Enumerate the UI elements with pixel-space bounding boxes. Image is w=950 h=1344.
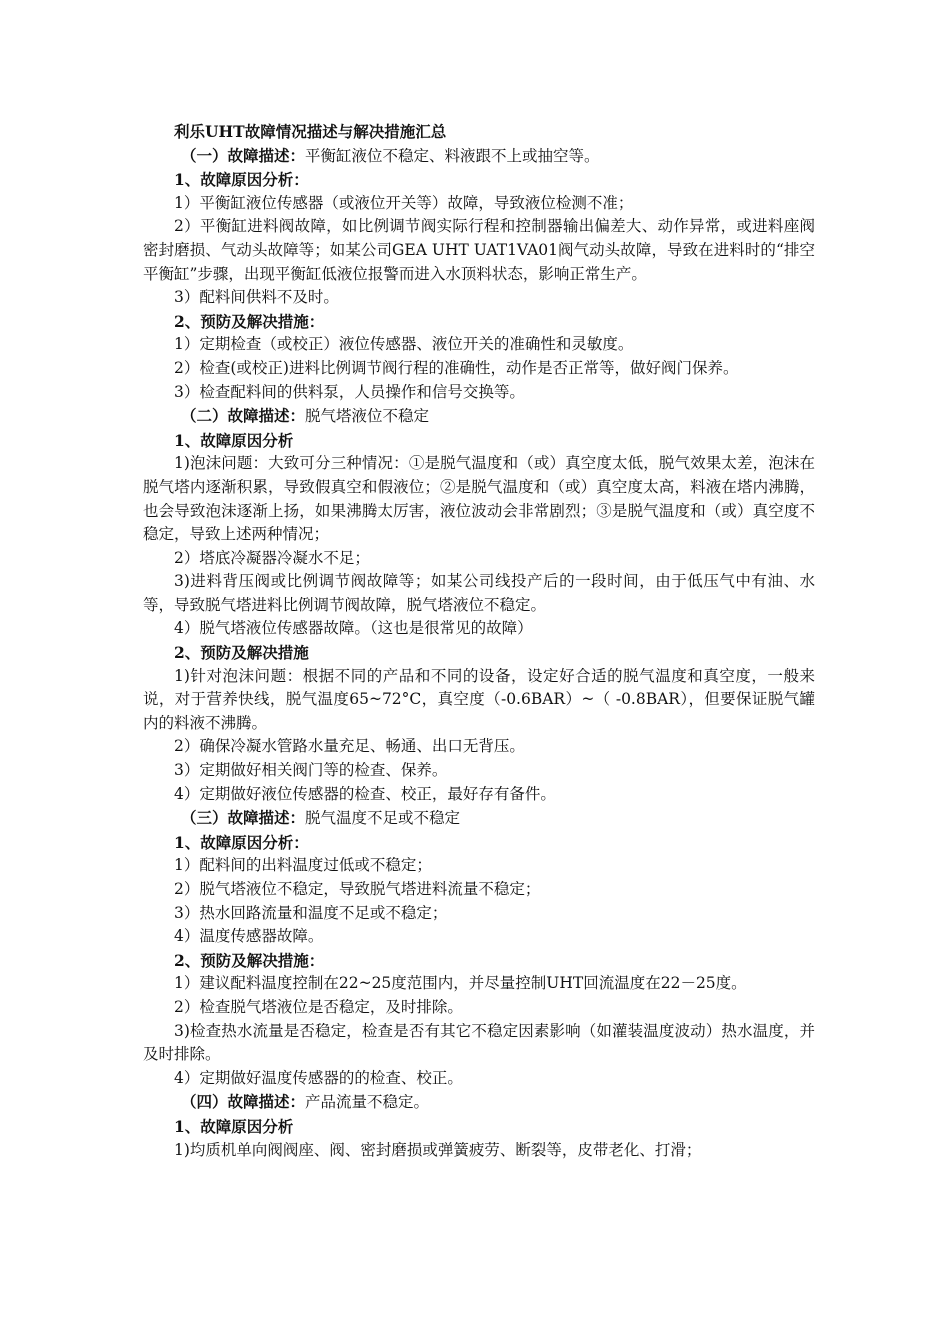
paragraph: 1）定期检查（或校正）液位传感器、液位开关的准确性和灵敏度。 bbox=[174, 335, 634, 354]
subsection-heading: 2、预防及解决措施： bbox=[174, 311, 325, 331]
paragraph: 4）温度传感器故障。 bbox=[174, 927, 324, 946]
subsection-heading: 1、故障原因分析： bbox=[174, 170, 309, 190]
paragraph: 4）脱气塔液位传感器故障。（这也是很常见的故障） bbox=[174, 619, 533, 638]
section-heading bbox=[143, 806, 815, 831]
section-heading bbox=[143, 1090, 815, 1115]
paragraph: 1)针对泡沫问题：根据不同的产品和不同的设备，设定好合适的脱气温度和真空度，一般来说，对于营养快线，脱气温度65~72°C，真空度（-0.6BAR）~（ -0.8BAR），但要保证脱气罐内的料液不沸腾。 bbox=[143, 666, 815, 732]
section-description: 脱气塔液位不稳定 bbox=[305, 407, 430, 426]
paragraph: 3）热水回路流量和温度不足或不稳定； bbox=[174, 903, 448, 922]
subsection-heading: 1、故障原因分析 bbox=[174, 1116, 294, 1136]
paragraph: 3）定期做好相关阀门等的检查、保养。 bbox=[174, 761, 448, 780]
paragraph: 2）确保冷凝水管路水量充足、畅通、出口无背压。 bbox=[174, 737, 525, 756]
subsection-heading: 1、故障原因分析： bbox=[174, 832, 309, 852]
section-heading bbox=[143, 144, 815, 169]
paragraph: 2）塔底冷凝器冷凝水不足； bbox=[174, 548, 370, 567]
document-blocks bbox=[143, 144, 815, 1163]
paragraph: 2）检查(或校正)进料比例调节阀行程的准确性，动作是否正常等，做好阀门保养。 bbox=[174, 358, 739, 377]
section-label: （二）故障描述： bbox=[181, 406, 306, 426]
paragraph: 2）检查脱气塔液位是否稳定，及时排除。 bbox=[174, 997, 463, 1016]
paragraph: 4）定期做好液位传感器的检查、校正，最好存有备件。 bbox=[174, 784, 556, 803]
subsection-heading: 2、预防及解决措施 bbox=[174, 643, 309, 663]
document-title: 利乐UHT故障情况描述与解决措施汇总 bbox=[174, 122, 447, 141]
section-label: （三）故障描述： bbox=[181, 808, 306, 828]
section-description: 脱气温度不足或不稳定 bbox=[305, 809, 461, 828]
paragraph: 3）检查配料间的供料泵，人员操作和信号交换等。 bbox=[174, 382, 525, 401]
document-body bbox=[143, 120, 815, 1162]
section-heading bbox=[143, 404, 815, 429]
paragraph: 3)进料背压阀或比例调节阀故障等；如某公司线投产后的一段时间，由于低压气中有油、水等，导致脱气塔进料比例调节阀故障，脱气塔液位不稳定。 bbox=[143, 572, 815, 614]
subsection-heading: 2、预防及解决措施： bbox=[174, 950, 325, 970]
paragraph: 1)泡沫问题：大致可分三种情况：①是脱气温度和（或）真空度太低，脱气效果太差，泡沫在脱气塔内逐渐积累，导致假真空和假液位；②是脱气温度和（或）真空度太高，料液在塔内沸腾，也会导致泡沫逐渐上扬，如果沸腾太厉害，液位波动会非常剧烈；③是脱气温度和（或）真空度不稳定，导致上述两种情况； bbox=[143, 454, 815, 544]
paragraph: 2）平衡缸进料阀故障，如比例调节阀实际行程和控制器输出偏差大、动作异常，或进料座阀密封磨损、气动头故障等；如某公司GEA UHT UAT1VA01阀气动头故障，导致在进料时的“排空平衡缸”步骤，出现平衡缸低液位报警而进入水顶料状态，影响正常生产。 bbox=[143, 217, 815, 283]
paragraph: 1）建议配料温度控制在22~25度范围内，并尽量控制UHT回流温度在22－25度。 bbox=[174, 974, 747, 993]
paragraph: 3）配料间供料不及时。 bbox=[174, 288, 339, 307]
paragraph: 3)检查热水流量是否稳定，检查是否有其它不稳定因素影响（如灌装温度波动）热水温度，并及时排除。 bbox=[143, 1021, 815, 1064]
paragraph: 1）配料间的出料温度过低或不稳定； bbox=[174, 856, 432, 875]
paragraph: 4）定期做好温度传感器的的检查、校正。 bbox=[174, 1068, 463, 1087]
paragraph: 1)均质机单向阀阀座、阀、密封磨损或弹簧疲劳、断裂等，皮带老化、打滑； bbox=[174, 1140, 702, 1159]
section-description: 平衡缸液位不稳定、料液跟不上或抽空等。 bbox=[305, 146, 600, 165]
section-label: （四）故障描述： bbox=[181, 1092, 306, 1112]
paragraph: 2）脱气塔液位不稳定，导致脱气塔进料流量不稳定； bbox=[174, 880, 541, 898]
section-description: 产品流量不稳定。 bbox=[305, 1093, 430, 1112]
subsection-heading: 1、故障原因分析 bbox=[174, 430, 294, 450]
section-label: （一）故障描述： bbox=[181, 145, 306, 165]
paragraph: 1）平衡缸液位传感器（或液位开关等）故障，导致液位检测不准； bbox=[174, 193, 634, 212]
